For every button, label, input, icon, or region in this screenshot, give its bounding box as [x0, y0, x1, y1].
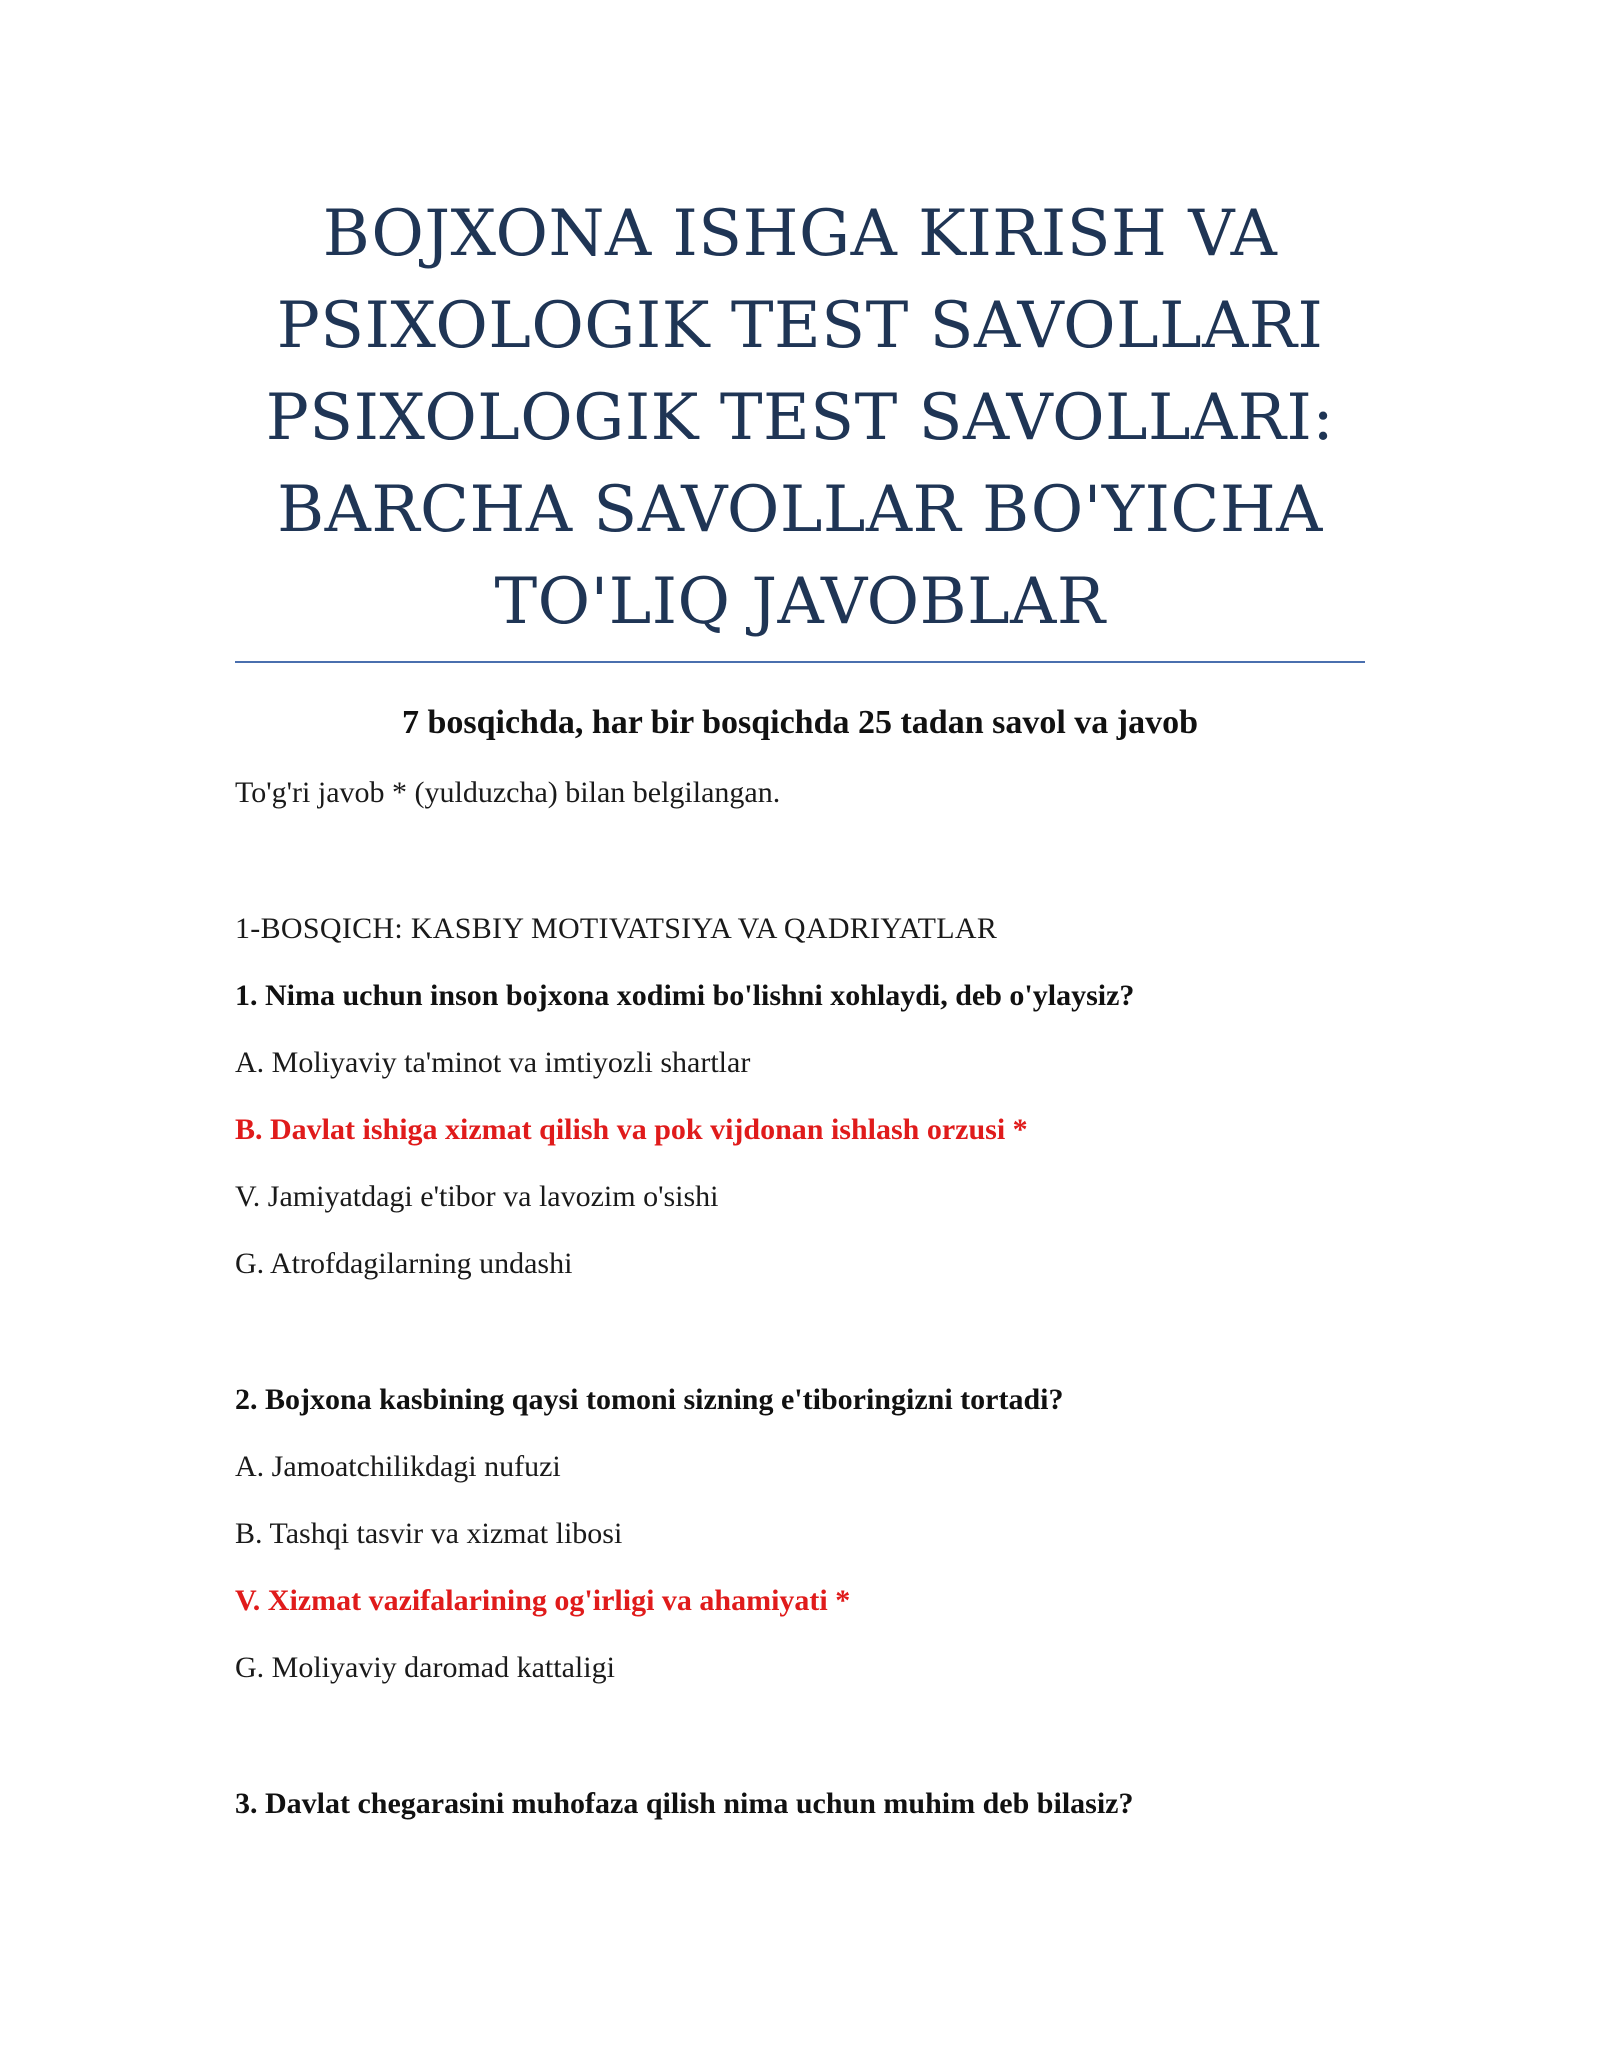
title-line-1: BOJXONA ISHGA KIRISH VA [322, 197, 1278, 271]
q1-option-g: G. Atrofdagilarning undashi [235, 1247, 573, 1280]
title-line-4: BARCHA SAVOLLAR BO'YICHA [277, 473, 1323, 547]
title-line-5: TO'LIQ JAVOBLAR [494, 565, 1106, 639]
document-title [235, 188, 1365, 648]
answer-key-note: To'g'ri javob * (yulduzcha) bilan belgilangan. [235, 776, 781, 809]
title-divider [235, 661, 1365, 663]
question-2: 2. Bojxona kasbining qaysi tomoni sizning e'tiboringizni tortadi? [235, 1383, 1064, 1416]
q2-option-g: G. Moliyaviy daromad kattaligi [235, 1651, 615, 1684]
document-subtitle: 7 bosqichda, har bir bosqichda 25 tadan savol va javob [401, 704, 1199, 741]
q1-option-v: V. Jamiyatdagi e'tibor va lavozim o'sishi [235, 1180, 719, 1213]
question-3: 3. Davlat chegarasini muhofaza qilish nima uchun muhim deb bilasiz? [235, 1787, 1134, 1820]
question-1: 1. Nima uchun inson bojxona xodimi bo'lishni xohlaydi, deb o'ylaysiz? [235, 979, 1135, 1012]
q2-option-b: B. Tashqi tasvir va xizmat libosi [235, 1517, 623, 1550]
q2-option-v-correct: V. Xizmat vazifalarining og'irligi va ahamiyati * [235, 1584, 851, 1617]
q2-option-a: A. Jamoatchilikdagi nufuzi [235, 1450, 561, 1483]
section-heading: 1-BOSQICH: KASBIY MOTIVATSIYA VA QADRIYATLAR [235, 912, 998, 945]
q1-option-b-correct: B. Davlat ishiga xizmat qilish va pok vijdonan ishlash orzusi * [235, 1113, 1028, 1146]
q1-option-a: A. Moliyaviy ta'minot va imtiyozli shartlar [235, 1046, 751, 1079]
title-line-3: PSIXOLOGIK TEST SAVOLLARI: [265, 381, 1335, 455]
title-line-2: PSIXOLOGIK TEST SAVOLLARI [276, 289, 1324, 363]
